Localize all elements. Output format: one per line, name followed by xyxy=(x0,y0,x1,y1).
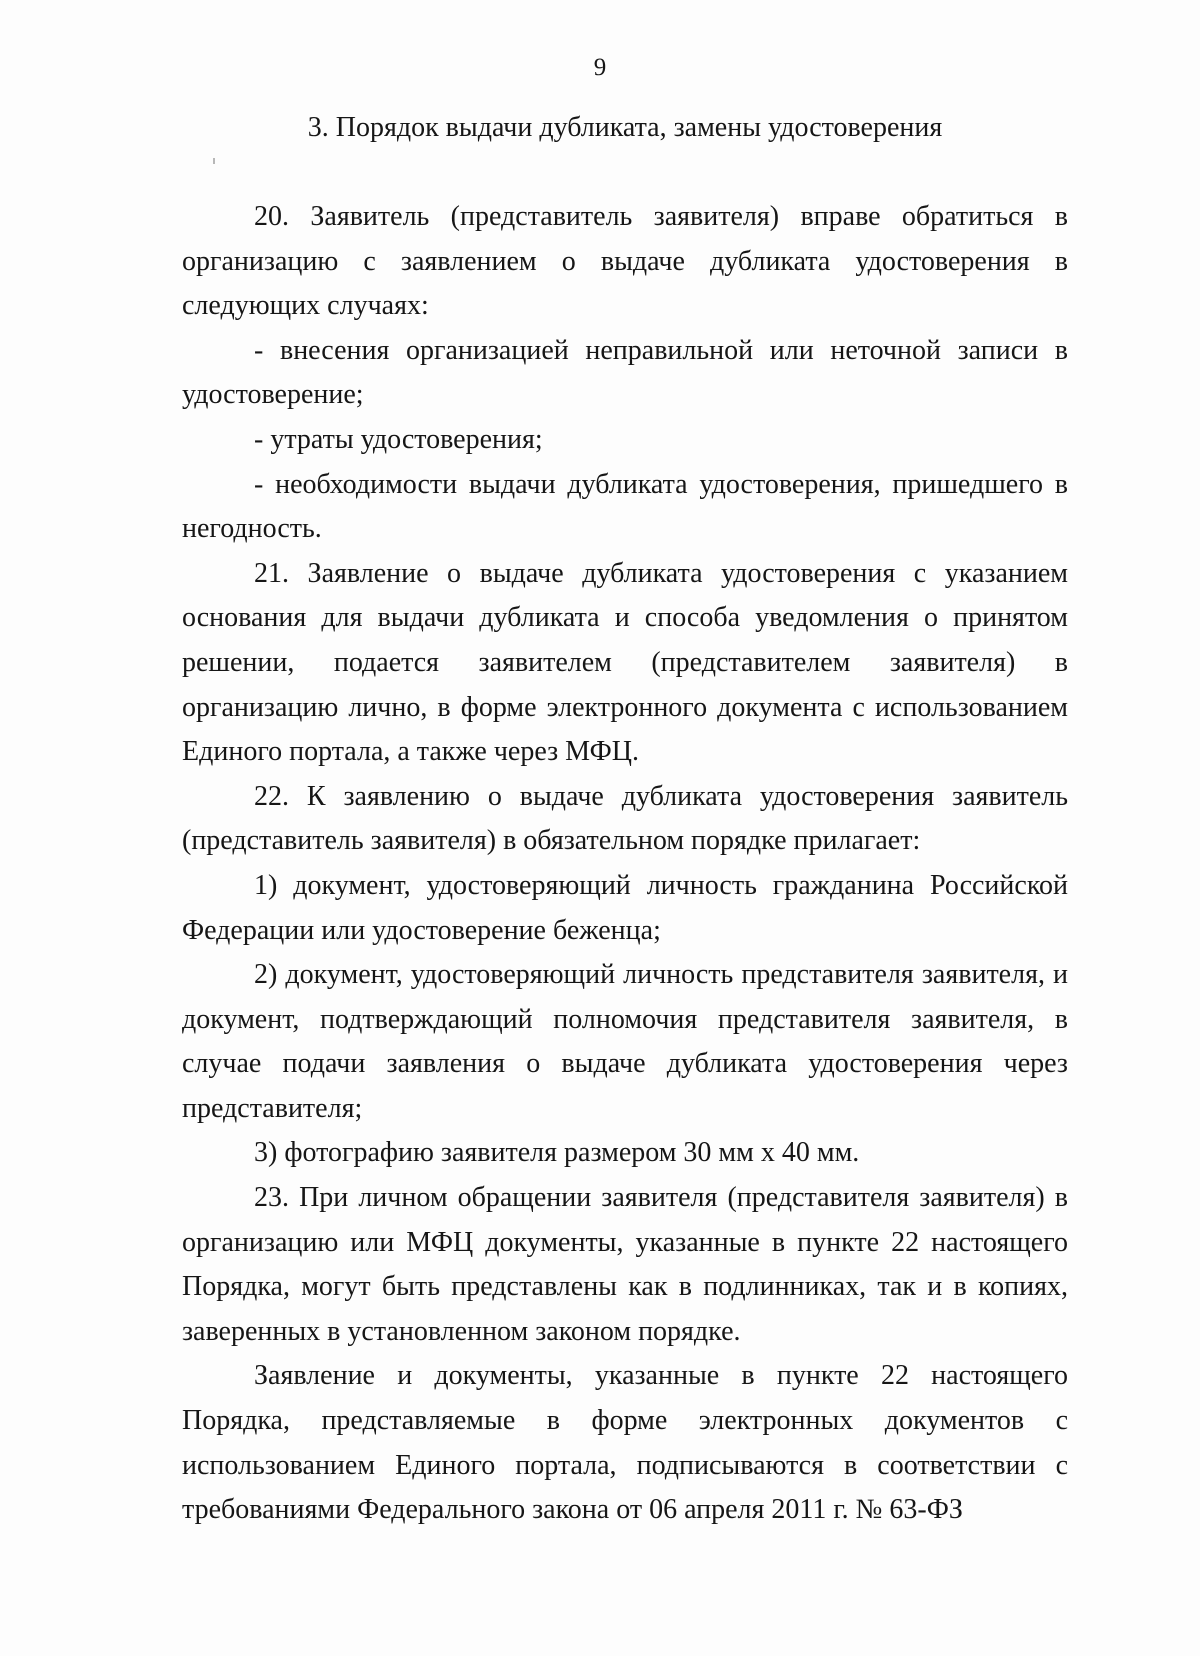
paragraph-20: 20. Заявитель (представитель заявителя) вправе обратиться в организацию с заявлением о выдаче дубликата удостоверения в следующих случаях: xyxy=(182,201,1068,322)
scan-speck xyxy=(213,158,215,164)
section-title: 3. Порядок выдачи дубликата, замены удостоверения xyxy=(307,112,943,143)
list-item-incorrect-record: - внесения организацией неправильной или неточной записи в удостоверение; xyxy=(182,334,1068,411)
list-item-2: 2) документ, удостоверяющий личность представителя заявителя, и документ, подтверждающий полномочия представителя заявителя, в случае подачи заявления о выдаче дубликата удостоверения через представителя; xyxy=(182,959,1068,1124)
list-item-unusable: - необходимости выдачи дубликата удостоверения, пришедшего в негодность. xyxy=(182,468,1068,545)
page-number: 9 xyxy=(593,54,607,81)
paragraph-23: 23. При личном обращении заявителя (представителя заявителя) в организацию или МФЦ документы, указанные в пункте 22 настоящего Порядка, могут быть представлены как в подлинниках, так и в копиях, заверенных в установленном законом порядке. xyxy=(182,1182,1068,1347)
paragraph-22: 22. К заявлению о выдаче дубликата удостоверения заявитель (представитель заявителя) в обязательном порядке прилагает: xyxy=(182,780,1068,857)
list-item-1: 1) документ, удостоверяющий личность гражданина Российской Федерации или удостоверение беженца; xyxy=(182,869,1068,946)
paragraph-electronic-documents: Заявление и документы, указанные в пункте 22 настоящего Порядка, представляемые в форме электронных документов с использованием Единого портала, подписываются в соответствии с требованиями Федерального закона от 06 апреля 2011 г. № 63-ФЗ xyxy=(182,1360,1068,1526)
list-item-3: 3) фотографию заявителя размером 30 мм х 40 мм. xyxy=(254,1137,860,1169)
paragraph-21: 21. Заявление о выдаче дубликата удостоверения с указанием основания для выдачи дубликата и способа уведомления о принятом решении, подается заявителем (представителем заявителя) в организацию лично, в форме электронного документа с использованием Единого портала, а также через МФЦ. xyxy=(182,557,1068,768)
document-body xyxy=(182,195,1068,1533)
list-item-loss: - утраты удостоверения; xyxy=(254,423,543,455)
